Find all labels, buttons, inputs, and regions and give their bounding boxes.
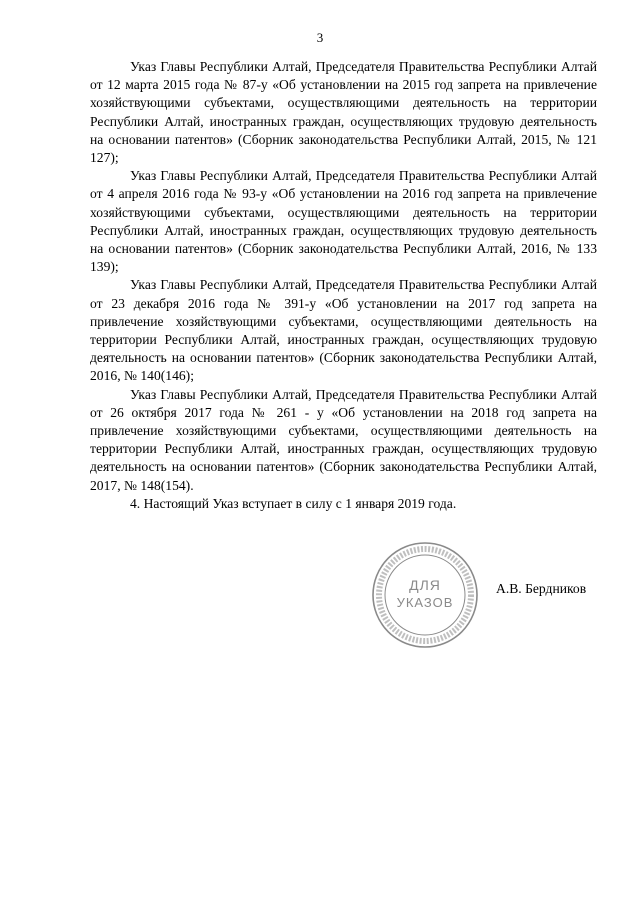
seal-text-line1: ДЛЯ [409,577,441,593]
paragraph-decree-2018: Указ Главы Республики Алтай, Председателя Правительства Республики Алтай от 26 октября 2017 года № 261 - у «Об установлении на 2018 год запрета на привлечение хозяйствующими субъектами, осуществляющими деятельность на территории Республики Алтай, иностранных граждан, осуществляющих трудовую деятельность на основании патентов» (Сборник законодательства Республики Алтай, 2017, № 148(154). [90,386,597,493]
seal-text-line2: УКАЗОВ [396,595,454,610]
paragraph-decree-2016: Указ Главы Республики Алтай, Председателя Правительства Республики Алтай от 4 апреля 2016 года № 93-у «Об установлении на 2016 год запрета на привлечение хозяйствующими субъектами, осуществляющими деятельность на территории Республики Алтай, иностранных граждан, осуществляющих трудовую деятельность на основании патентов» (Сборник законодательства Республики Алтай, 2016, № 133 139); [90,168,597,275]
official-seal-stamp [370,540,480,650]
document-body [90,58,597,513]
paragraph-decree-2015: Указ Главы Республики Алтай, Председателя Правительства Республики Алтай от 12 марта 2015 года № 87-у «Об установлении на 2015 год запрета на привлечение хозяйствующими субъектами, осуществляющими деятельность на территории Республики Алтай, иностранных граждан, осуществляющих трудовую деятельность на основании патентов» (Сборник законодательства Республики Алтай, 2015, № 121 127); [90,59,597,166]
paragraph-entry-into-force: 4. Настоящий Указ вступает в силу с 1 января 2019 года. [130,495,457,511]
paragraph-decree-2017: Указ Главы Республики Алтай, Председателя Правительства Республики Алтай от 23 декабря 2016 года № 391-у «Об установлении на 2017 год запрета на привлечение хозяйствующими субъектами, осуществляющими деятельность на территории Республики Алтай, иностранных граждан, осуществляющих трудовую деятельность на основании патентов» (Сборник законодательства Республики Алтай, 2016, № 140(146); [90,277,597,384]
signatory-name: А.В. Бердников [496,581,587,596]
page-number: 3 [316,30,324,45]
